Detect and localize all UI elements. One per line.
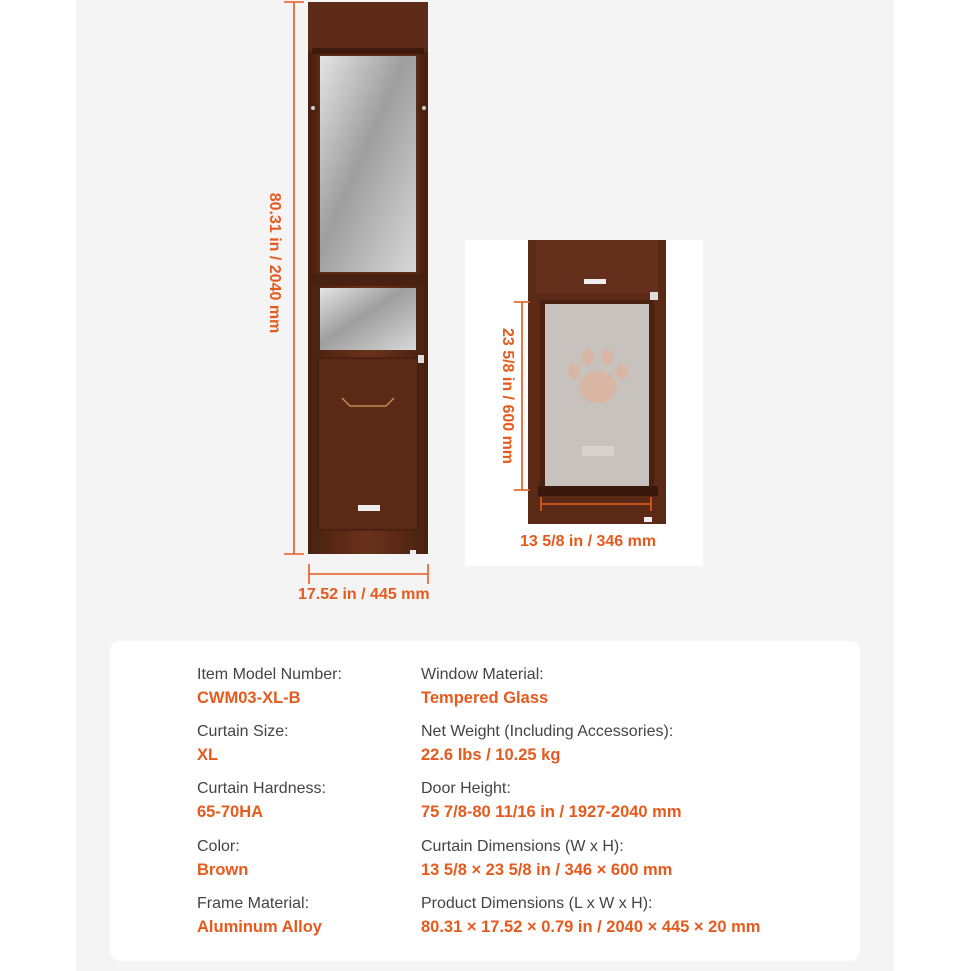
- spec-value: CWM03-XL-B: [197, 689, 301, 707]
- spec-label: Product Dimensions (L x W x H):: [421, 895, 653, 912]
- spec-label: Curtain Size:: [197, 723, 289, 740]
- flap-height-label: 23 5/8 in / 600 mm: [499, 327, 516, 465]
- flap-detail: [528, 240, 666, 524]
- spec-value: XL: [197, 746, 219, 764]
- spec-curtain-size: [197, 722, 289, 765]
- spec-label: Door Height:: [421, 780, 511, 797]
- spec-model-number: [197, 665, 342, 708]
- spec-value: 65-70HA: [197, 803, 264, 821]
- spec-net-weight: [421, 722, 673, 765]
- spec-label: Frame Material:: [197, 895, 310, 912]
- spec-product-dimensions: [421, 894, 760, 937]
- spec-color: [197, 837, 248, 880]
- width-dimension-line: [309, 564, 428, 584]
- spec-value: 13 5/8 × 23 5/8 in / 346 × 600 mm: [421, 861, 673, 879]
- spec-value: Aluminum Alloy: [197, 918, 322, 936]
- spec-door-height: [421, 779, 682, 822]
- height-dimension-line: [284, 2, 304, 554]
- spec-value: 22.6 lbs / 10.25 kg: [421, 746, 561, 764]
- spec-value: Brown: [197, 861, 249, 879]
- spec-label: Item Model Number:: [197, 666, 342, 683]
- full-width-label: 17.52 in / 445 mm: [298, 586, 430, 603]
- spec-curtain-dimensions: [421, 837, 672, 880]
- spec-value: 75 7/8-80 11/16 in / 1927-2040 mm: [421, 803, 682, 821]
- spec-curtain-hardness: [197, 779, 326, 822]
- spec-value: Tempered Glass: [421, 689, 549, 707]
- spec-label: Curtain Hardness:: [197, 780, 326, 797]
- spec-frame-material: [197, 894, 322, 937]
- spec-label: Window Material:: [421, 666, 544, 683]
- spec-label: Curtain Dimensions (W x H):: [421, 838, 624, 855]
- full-height-label: 80.31 in / 2040 mm: [266, 192, 283, 334]
- spec-window-material: [421, 665, 548, 708]
- spec-label: Net Weight (Including Accessories):: [421, 723, 674, 740]
- spec-label: Color:: [197, 838, 240, 855]
- door-panel-insert: [308, 2, 428, 554]
- spec-value: 80.31 × 17.52 × 0.79 in / 2040 × 445 × 20 mm: [421, 918, 761, 936]
- flap-width-label: 13 5/8 in / 346 mm: [520, 533, 657, 550]
